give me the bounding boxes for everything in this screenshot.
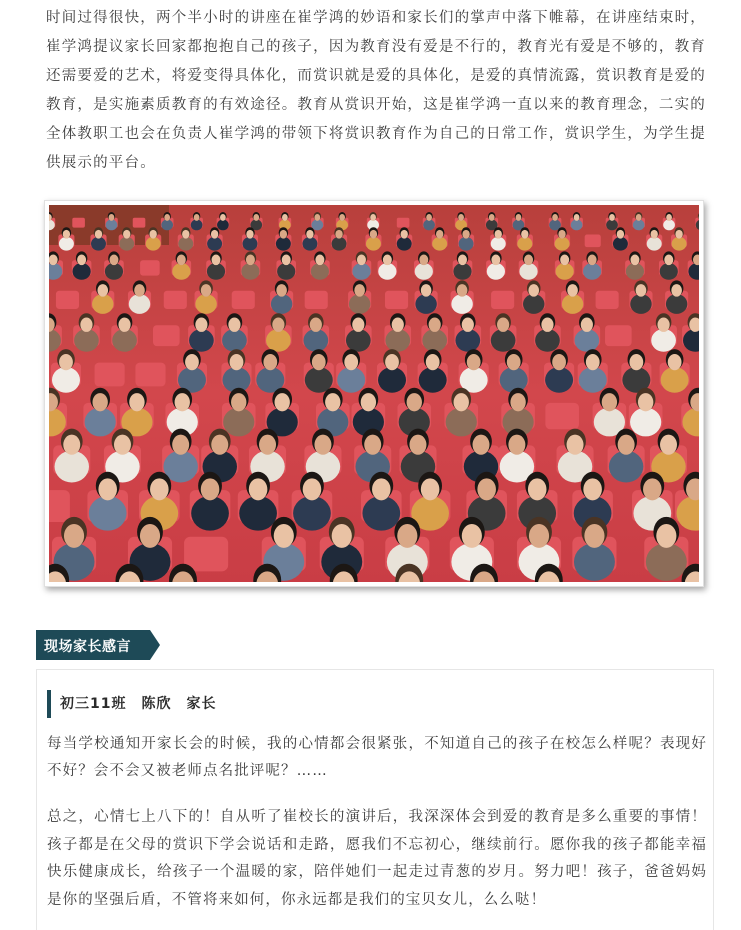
audience-photo-frame	[44, 200, 704, 587]
audience-photo	[49, 205, 699, 582]
section-title-tag	[36, 630, 160, 660]
testimonial-paragraph-2: 总之，心情七上八下的！自从听了崔校长的演讲后，我深深体会到爱的教育是多么重要的事情！孩子都是在父母的赏识下学会说话和走路，愿我们不忘初心，继续前行。愿你我的孩子都能幸福快乐健康成长，给孩子一个温暖的家，陪伴她们一起走过青葱的岁月。努力吧！孩子，爸爸妈妈是你的坚强后盾，不管将来如何，你永远都是我们的宝贝女儿，么么哒！	[47, 804, 707, 914]
intro-paragraph: 时间过得很快，两个半小时的讲座在崔学鸿的妙语和家长们的掌声中落下帷幕，在讲座结束时，崔学鸿提议家长回家都抱抱自己的孩子，因为教育没有爱是不行的，教育光有爱是不够的，教育还需要爱的艺术，将爱变得具体化，而赏识就是爱的具体化，是爱的真情流露，赏识教育是爱的教育，是实施素质教育的有效途径。教育从赏识开始，这是崔学鸿一直以来的教育理念，二实的全体教职工也会在负责人崔学鸿的带领下将赏识教育作为自己的日常工作，赏识学生，为学生提供展示的平台。	[46, 4, 706, 178]
testimonial-card	[36, 669, 714, 930]
testimonial-paragraph-1: 每当学校通知开家长会的时候，我的心情都会很紧张，不知道自己的孩子在校怎么样呢？表现好不好？会不会又被老师点名批评呢？……	[47, 731, 707, 785]
testimonial-author: 初三11班 陈欣 家长	[47, 690, 216, 718]
section-title: 现场家长感言	[44, 636, 131, 656]
